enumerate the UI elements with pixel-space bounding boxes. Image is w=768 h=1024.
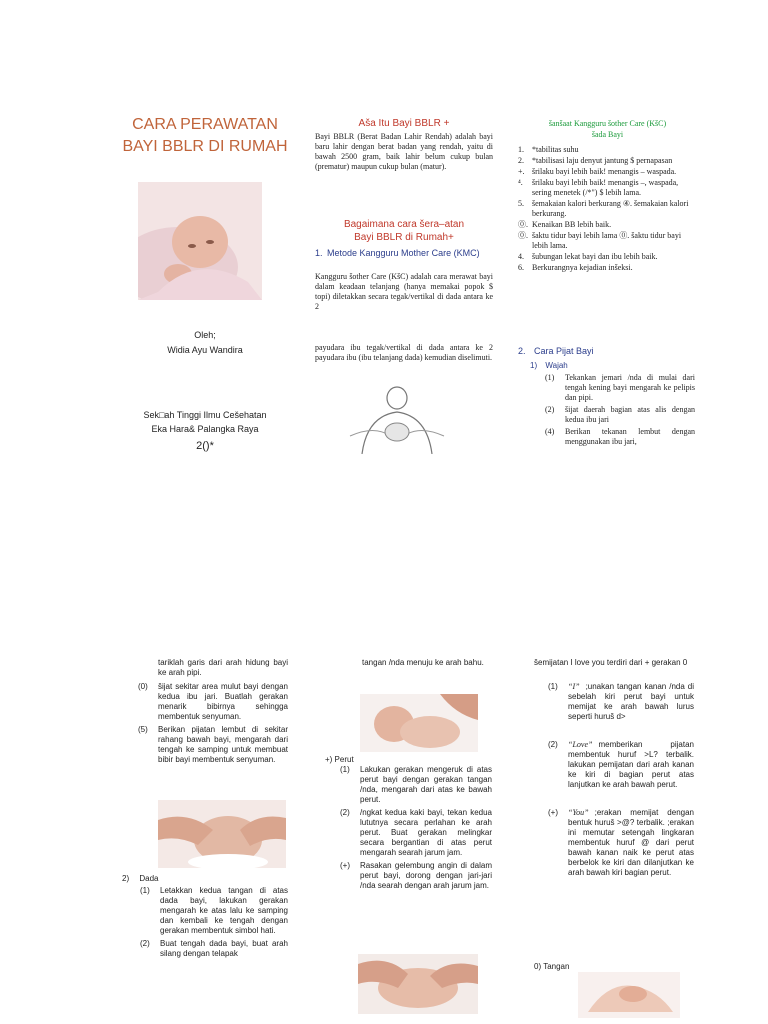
list-item: (4) Berikan tekanan lembut dengan menggunakan ibu jari, xyxy=(545,427,695,446)
chest-massage-list xyxy=(140,886,288,959)
list-item: 4. šubungan lekat bayi dan ibu lebih baik. xyxy=(518,252,658,261)
institution-line2: Eka Hara& Palangka Raya xyxy=(151,424,259,434)
kmc-benefits-heading xyxy=(515,118,700,140)
stroke-name-love: “Love” xyxy=(568,740,593,749)
cover-title xyxy=(110,114,300,158)
kmc-method-text: Kangguru šother Care (KšC) adalah cara merawat bayi dalam keadaan telanjang (hanya memakai popok $ topi) diletakkan secara tegak/vertikal di dada antara ke 2 xyxy=(315,272,493,311)
hand-subheading: 0) Tangan xyxy=(534,962,570,971)
i-love-you-list xyxy=(548,682,694,878)
face-number: 1) xyxy=(530,361,538,370)
kmc-benefits-list xyxy=(518,145,696,273)
chest-title: Dada xyxy=(139,874,159,883)
author-name: Widia Ayu Wandira xyxy=(167,345,243,355)
face-massage-list-continued xyxy=(138,682,288,765)
kmc-benefits-heading-line2: šada Bayi xyxy=(591,130,624,139)
chest-subheading xyxy=(122,874,282,884)
list-item: (2) Buat tengah dada bayi, buat arah silang dengan telapak xyxy=(140,939,288,958)
list-item: +. šrilaku bayi lebih baik! menangis – waspada. xyxy=(518,167,677,176)
chest-massage-continued: tangan /nda menuju ke arah bahu. xyxy=(362,658,484,667)
list-item: ⓪. Kenaikan BB lebih baik. xyxy=(518,220,612,229)
chest-massage-photo xyxy=(360,694,478,752)
list-item: (1) Tekankan jemari /nda di mulai dari tengah kening bayi mengarah ke pelipis dan pipi. xyxy=(545,373,695,402)
abdomen-subheading: +) Perut xyxy=(325,755,354,764)
stroke-name-i: “I” xyxy=(568,682,580,691)
list-item: (+) Rasakan gelembung angin di dalam perut bayi, dorong dengan jari-jari /nda searah dengan arah jarum jam. xyxy=(340,861,492,890)
list-item: ⁴. šrilaku bayi lebih baik! menangis –, waspada, sering menetek (/*") $ lebih lama. xyxy=(518,178,679,197)
list-item: (1) Lakukan gerakan mengeruk di atas perut bayi dengan gerakan tangan /nda, mengarah dari atas ke bawah perut. xyxy=(340,765,492,804)
stroke-name-you: “You” xyxy=(568,808,589,817)
how-to-care-line1: Bagaimana cara šera–atan xyxy=(343,219,465,230)
list-item: (2) /ngkat kedua kaki bayi, tekan kedua lututnya secara perlahan ke arah perut. Buat gerakan melingkar secara bergantian di atas perut mengarah searah jarum jam. xyxy=(340,808,492,857)
kmc-method-text-continued: payudara ibu tegak/vertikal di dada antara ke 2 payudara ibu (ibu telanjang dada) kemudian diselimuti. xyxy=(315,343,493,362)
list-item: (1) Letakkan kedua tangan di atas dada bayi, lakukan gerakan mengarah ke atas lalu ke samping dan kembali ke tengah dengan gerakan membentuk simbol hati. xyxy=(140,886,288,935)
list-item: (0) šijat sekitar area mulut bayi dengan kedua ibu jari. Buatlah gerakan menarik bibirnya sehingga membentuk senyuman. xyxy=(138,682,288,721)
list-item: (5) Berikan pijatan lembut di sekitar rahang bawah bayi, mengarah dari tengah ke samping untuk membuat bibir bayi membentuk senyuman. xyxy=(138,725,288,764)
list-item: 1. *tabilitas suhu xyxy=(518,145,579,154)
section-heading-what-is-bblr: Aša Itu Bayi BBLR + xyxy=(358,118,450,129)
list-item: (2) šijat daerah bagian atas alis dengan kedua ibu jari xyxy=(545,405,695,424)
list-item: 2. *tabilisasi laju denyut jantung $ pernapasan xyxy=(518,156,673,165)
section-heading-how-to-care xyxy=(315,218,493,244)
cover-author-block xyxy=(110,330,300,356)
kmc-method-number: 1. xyxy=(315,248,323,258)
baby-massage-title: Cara Pijat Bayi xyxy=(534,346,594,356)
kmc-benefits-heading-line1: šanšaat Kangguru šother Care (KšC) xyxy=(548,119,667,128)
how-to-care-line2: Bayi BBLR di Rumah+ xyxy=(354,232,454,243)
face-massage-list xyxy=(545,373,695,447)
baby-massage-heading xyxy=(518,346,696,357)
baby-photo-cover xyxy=(138,182,262,300)
chest-number: 2) xyxy=(122,874,130,883)
baby-massage-number: 2. xyxy=(518,346,526,356)
institution-line1: Sek□ah Tinggi Ilmu Cešehatan xyxy=(143,410,267,420)
abdomen-massage-list xyxy=(340,765,492,891)
list-item: (2) “Love” memberikan pijatan membentuk huruf >L? terbalik. lakukan pemijatan dari arah kanan ke kiri di bagian perut atas lanjutkan ke arah bawah perut. xyxy=(548,740,694,789)
hand-massage-photo xyxy=(578,972,680,1018)
list-item: ⓪. šaktu tidur bayi lebih lama ⓪. šaktu tidur bayi lebih lama. xyxy=(518,231,682,250)
face-massage-photo xyxy=(158,800,286,868)
cover-title-line2: BAYI BBLR DI RUMAH xyxy=(122,138,288,155)
kangaroo-care-illustration xyxy=(332,386,462,454)
by-label: Oleh; xyxy=(194,330,216,340)
institution-block xyxy=(105,410,305,452)
list-item: (1) “I” ;unakan tangan kanan /nda di sebelah kiri perut bayi untuk memijat ke arah bawah lurus seperti huruš d> xyxy=(548,682,694,721)
list-item: 6. Berkurangnya kejadian inšeksi. xyxy=(518,263,633,272)
abdomen-massage-photo xyxy=(358,954,478,1014)
kmc-method-heading xyxy=(315,248,493,259)
kmc-method-title: Metode Kangguru Mother Care (KMC) xyxy=(327,248,480,258)
cover-title-line1: CARA PERAWATAN xyxy=(132,116,278,133)
face-massage-continued: tariklah garis dari arah hidung bayi ke arah pipi. xyxy=(158,658,288,677)
list-item: 5. šemakaian kalori berkurang ④. šemakaian kalori berkurang. xyxy=(518,199,689,218)
face-subheading xyxy=(530,361,690,371)
list-item: (+) “You” ;erakan memijat dengan bentuk huruš >@? terbalik. ;erakan ini memutar setengah lingkaran membentuk huruf @ dari perut bawah kanan naik ke perut atas berbelok ke kiri dan dilanjutkan ke arah bawah kiri bagian perut. xyxy=(548,808,694,877)
bblr-definition: Bayi BBLR (Berat Badan Lahir Rendah) adalah bayi baru lahir dengan berat badan yang rendah, yaitu di bawah 2500 gram, baik lahir belum cukup bulan (prematur) maupun cukup bulan (matur). xyxy=(315,132,493,171)
i-love-you-intro: šemijatan I love you terdiri dari + gerakan 0 xyxy=(534,658,688,667)
face-title: Wajah xyxy=(545,361,568,370)
cover-year: 2()* xyxy=(196,440,214,452)
